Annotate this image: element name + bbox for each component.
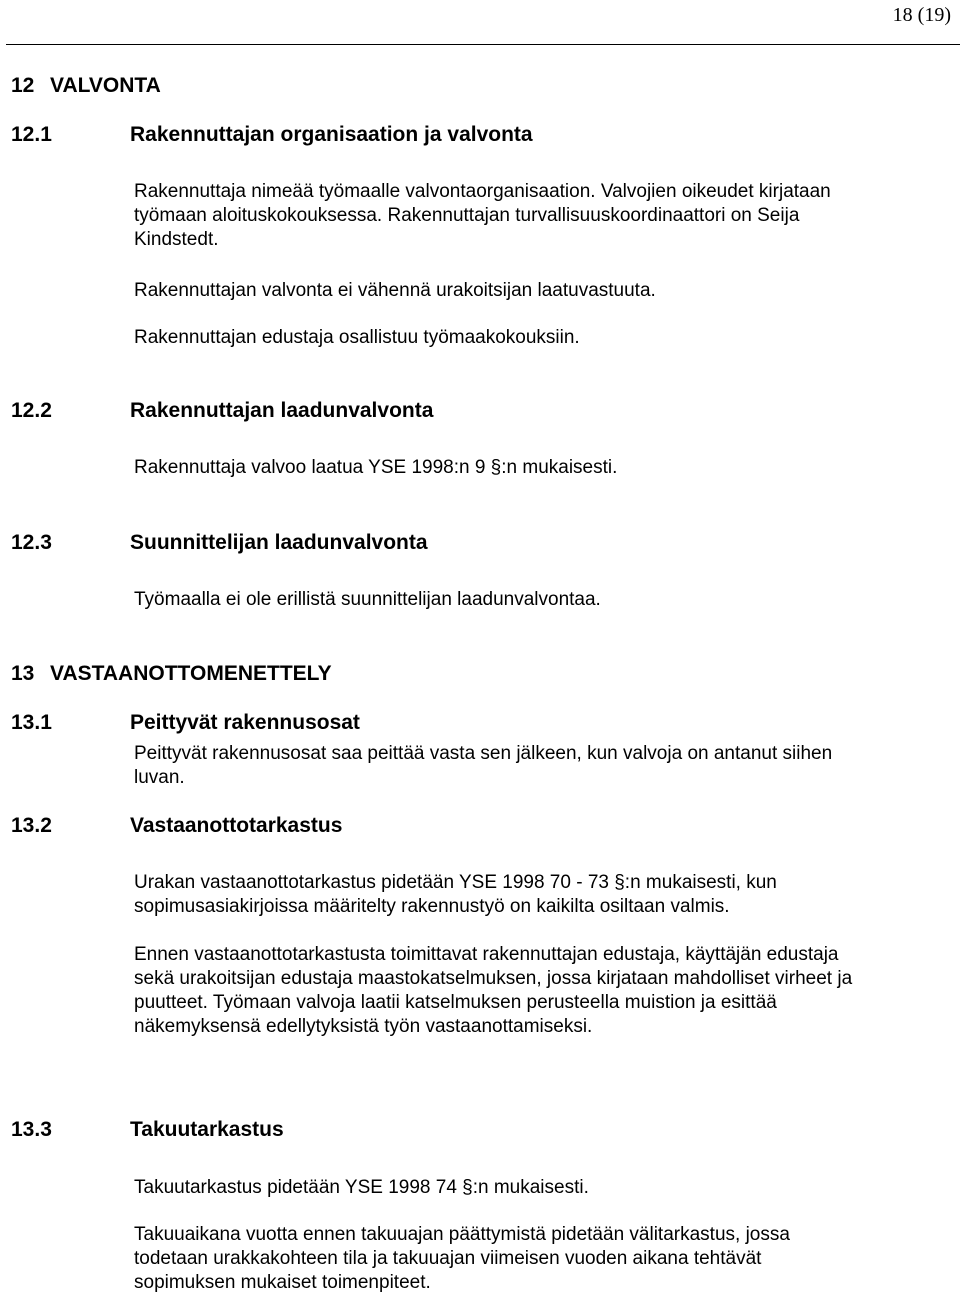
page-number: 18 (19)	[892, 4, 951, 26]
paragraph-12-2: Rakennuttaja valvoo laatua YSE 1998:n 9 §:n mukaisesti.	[134, 457, 618, 478]
section-title: Peittyvät rakennusosat	[130, 711, 360, 734]
paragraph-13-1	[134, 742, 924, 790]
paragraph-12-3: Työmaalla ei ole erillistä suunnittelijan laadunvalvontaa.	[134, 589, 601, 610]
text-line: luvan.	[134, 767, 185, 788]
text-line: Rakennuttaja nimeää työmaalle valvontaorganisaation. Valvojien oikeudet kirjataan	[134, 181, 831, 202]
paragraph-13-3-a: Takuutarkastus pidetään YSE 1998 74 §:n mukaisesti.	[134, 1177, 589, 1198]
section-number: 13.1	[11, 711, 52, 734]
section-title: Suunnittelijan laadunvalvonta	[130, 531, 428, 554]
paragraph-13-3-b	[134, 1223, 924, 1295]
text-line: näkemyksensä edellytyksistä työn vastaanottamiseksi.	[134, 1016, 593, 1037]
text-line: Ennen vastaanottotarkastusta toimittavat rakennuttajan edustaja, käyttäjän edustaja	[134, 944, 839, 965]
text-line: Peittyvät rakennusosat saa peittää vasta sen jälkeen, kun valvoja on antanut siihen	[134, 743, 833, 764]
section-number: 13.2	[11, 814, 52, 837]
section-number: 12	[11, 74, 35, 97]
header-divider	[6, 44, 960, 45]
paragraph-13-2-b	[134, 943, 924, 1039]
section-number: 12.3	[11, 531, 52, 554]
text-line: todetaan urakkakohteen tila ja takuuajan viimeisen vuoden aikana tehtävät	[134, 1248, 762, 1269]
text-line: Kindstedt.	[134, 229, 219, 250]
section-number: 12.1	[11, 123, 52, 146]
section-title: VALVONTA	[50, 74, 161, 97]
text-line: Urakan vastaanottotarkastus pidetään YSE 1998 70 - 73 §:n mukaisesti, kun	[134, 872, 777, 893]
section-title: Rakennuttajan organisaation ja valvonta	[130, 123, 533, 146]
paragraph-12-1-c: Rakennuttajan edustaja osallistuu työmaakokouksiin.	[134, 327, 580, 348]
paragraph-12-1-b: Rakennuttajan valvonta ei vähennä urakoitsijan laatuvastuuta.	[134, 280, 656, 301]
text-line: työmaan aloituskokouksessa. Rakennuttajan turvallisuuskoordinaattori on Seija	[134, 205, 800, 226]
text-line: sopimuksen mukaiset toimenpiteet.	[134, 1272, 431, 1293]
paragraph-12-1-a	[134, 180, 924, 252]
text-line: puutteet. Työmaan valvoja laatii katselmuksen perusteella muistion ja esittää	[134, 992, 777, 1013]
section-number: 13.3	[11, 1118, 52, 1141]
text-line: Takuuaikana vuotta ennen takuuajan päättymistä pidetään välitarkastus, jossa	[134, 1224, 790, 1245]
section-number: 13	[11, 662, 35, 685]
section-title: Rakennuttajan laadunvalvonta	[130, 399, 434, 422]
section-title: Vastaanottotarkastus	[130, 814, 343, 837]
section-title: VASTAANOTTOMENETTELY	[50, 662, 332, 685]
text-line: sopimusasiakirjoissa määritelty rakennustyö on kaikilta osiltaan valmis.	[134, 896, 730, 917]
section-number: 12.2	[11, 399, 52, 422]
text-line: sekä urakoitsijan edustaja maastokatselmuksen, jossa kirjataan mahdolliset virheet ja	[134, 968, 853, 989]
section-title: Takuutarkastus	[130, 1118, 284, 1141]
paragraph-13-2-a	[134, 871, 924, 919]
